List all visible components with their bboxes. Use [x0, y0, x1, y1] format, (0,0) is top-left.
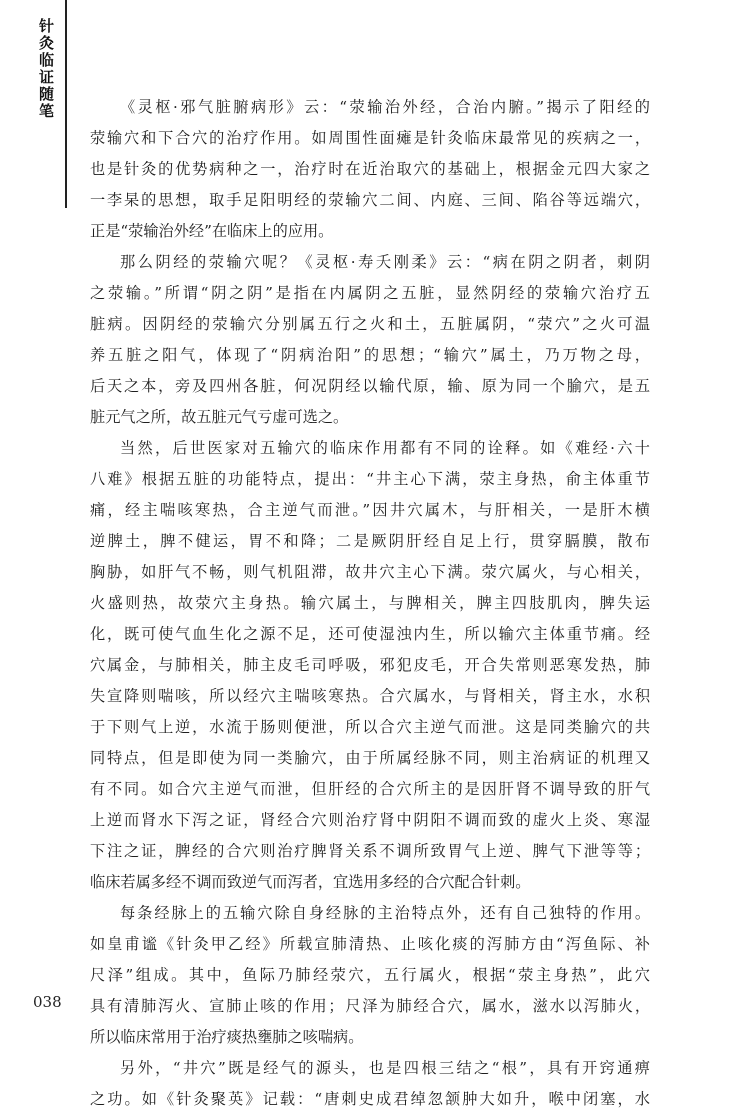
- paragraph: [90, 433, 650, 898]
- text-line: 穴属金，与肺相关，肺主皮毛司呼吸，邪犯皮毛，开合失常则恶寒发热，肺: [90, 656, 650, 674]
- text-line: 另外，“井穴”既是经气的源头，也是四根三结之“根”，具有开窍通痹: [120, 1059, 650, 1077]
- paragraph: [90, 898, 650, 1053]
- text-line: 尺泽”组成。其中，鱼际乃肺经荥穴，五行属火，根据“荥主身热”，此穴: [90, 966, 650, 984]
- text-line: 一李杲的思想，取手足阳明经的荥输穴二间、内庭、三间、陷谷等远端穴，: [90, 191, 650, 209]
- paragraph: [90, 92, 650, 247]
- text-line: 荥输穴和下合穴的治疗作用。如周围性面瘫是针灸临床最常见的疾病之一，: [90, 129, 650, 147]
- text-line: 火盛则热，故荥穴主身热。输穴属土，与脾相关，脾主四肢肌肉，脾失运: [90, 594, 650, 612]
- paragraph: [90, 247, 650, 433]
- text-line: 如皇甫谧《针灸甲乙经》所载宣肺清热、止咳化痰的泻肺方由“泻鱼际、补: [90, 935, 650, 953]
- book-title: 针灸临证随笔: [37, 18, 55, 120]
- paragraph: [90, 1053, 650, 1115]
- text-line: 胸胁，如肝气不畅，则气机阻滞，故井穴主心下满。荥穴属火，与心相关，: [90, 563, 650, 581]
- text-line: 所以临床常用于治疗痰热壅肺之咳喘病。: [90, 1028, 364, 1046]
- text-line: 脏病。因阴经的荥输穴分别属五行之火和土，五脏属阴，“荥穴”之火可温: [90, 315, 650, 333]
- text-line: 正是“荥输治外经”在临床上的应用。: [90, 222, 334, 240]
- text-line: 也是针灸的优势病种之一，治疗时在近治取穴的基础上，根据金元四大家之: [90, 160, 650, 178]
- text-line: 化，既可使气血生化之源不足，还可使湿浊内生，所以输穴主体重节痛。经: [90, 625, 650, 643]
- text-line: 脏元气之所，故五脏元气亏虚可选之。: [90, 408, 349, 426]
- text-line: 当然，后世医家对五输穴的临床作用都有不同的诠释。如《难经·六十: [120, 439, 650, 457]
- text-line: 具有清肺泻火、宣肺止咳的作用；尺泽为肺经合穴，属水，滋水以泻肺火，: [90, 997, 650, 1015]
- text-line: 后天之本，旁及四州各脏，何况阴经以输代原，输、原为同一个腧穴，是五: [90, 377, 650, 395]
- text-line: 养五脏之阳气，体现了“阴病治阳”的思想；“输穴”属土，乃万物之母，: [90, 346, 650, 364]
- text-line: 同特点，但是即使为同一类腧穴，由于所属经脉不同，则主治病证的机理又: [90, 749, 650, 767]
- text-line: 上逆而肾水下泻之证，肾经合穴则治疗肾中阴阳不调而致的虚火上炎、寒湿: [90, 811, 650, 829]
- body-text: [90, 92, 650, 1115]
- text-line: 之功。如《针灸聚英》记载：“唐刺史成君绰忽颔肿大如升，喉中闭塞，水: [90, 1090, 650, 1108]
- text-line: 八难》根据五脏的功能特点，提出：“井主心下满，荥主身热，俞主体重节: [90, 470, 650, 488]
- text-line: 痛，经主喘咳寒热，合主逆气而泄。”因井穴属木，与肝相关，一是肝木横: [90, 501, 650, 519]
- text-line: 失宣降则喘咳，所以经穴主喘咳寒热。合穴属水，与肾相关，肾主水，水积: [90, 687, 650, 705]
- text-line: 有不同。如合穴主逆气而泄，但肝经的合穴所主的是因肝肾不调导致的肝气: [90, 780, 650, 798]
- text-line: 逆脾土，脾不健运，胃不和降；二是厥阴肝经自足上行，贯穿膈膜，散布: [90, 532, 650, 550]
- text-line: 每条经脉上的五输穴除自身经脉的主治特点外，还有自己独特的作用。: [120, 904, 650, 922]
- text-line: 那么阴经的荥输穴呢？《灵枢·寿夭刚柔》云：“病在阴之阴者，刺阴: [120, 253, 650, 271]
- text-line: 临床若属多经不调而致逆气而泻者，宜选用多经的合穴配合针刺。: [90, 873, 531, 891]
- side-divider: [65, 0, 67, 208]
- text-line: 之荥输。”所谓“阴之阴”是指在内属阴之五脏，显然阴经的荥输穴治疗五: [90, 284, 650, 302]
- text-line: 《灵枢·邪气脏腑病形》云：“荥输治外经，合治内腑。”揭示了阳经的: [120, 98, 650, 116]
- page-number: 038: [33, 993, 62, 1011]
- text-line: 下注之证，脾经的合穴则治疗脾肾关系不调所致胃气上逆、脾气下泄等等；: [90, 842, 650, 860]
- text-line: 于下则气上逆，水流于肠则便泄，所以合穴主逆气而泄。这是同类腧穴的共: [90, 718, 650, 736]
